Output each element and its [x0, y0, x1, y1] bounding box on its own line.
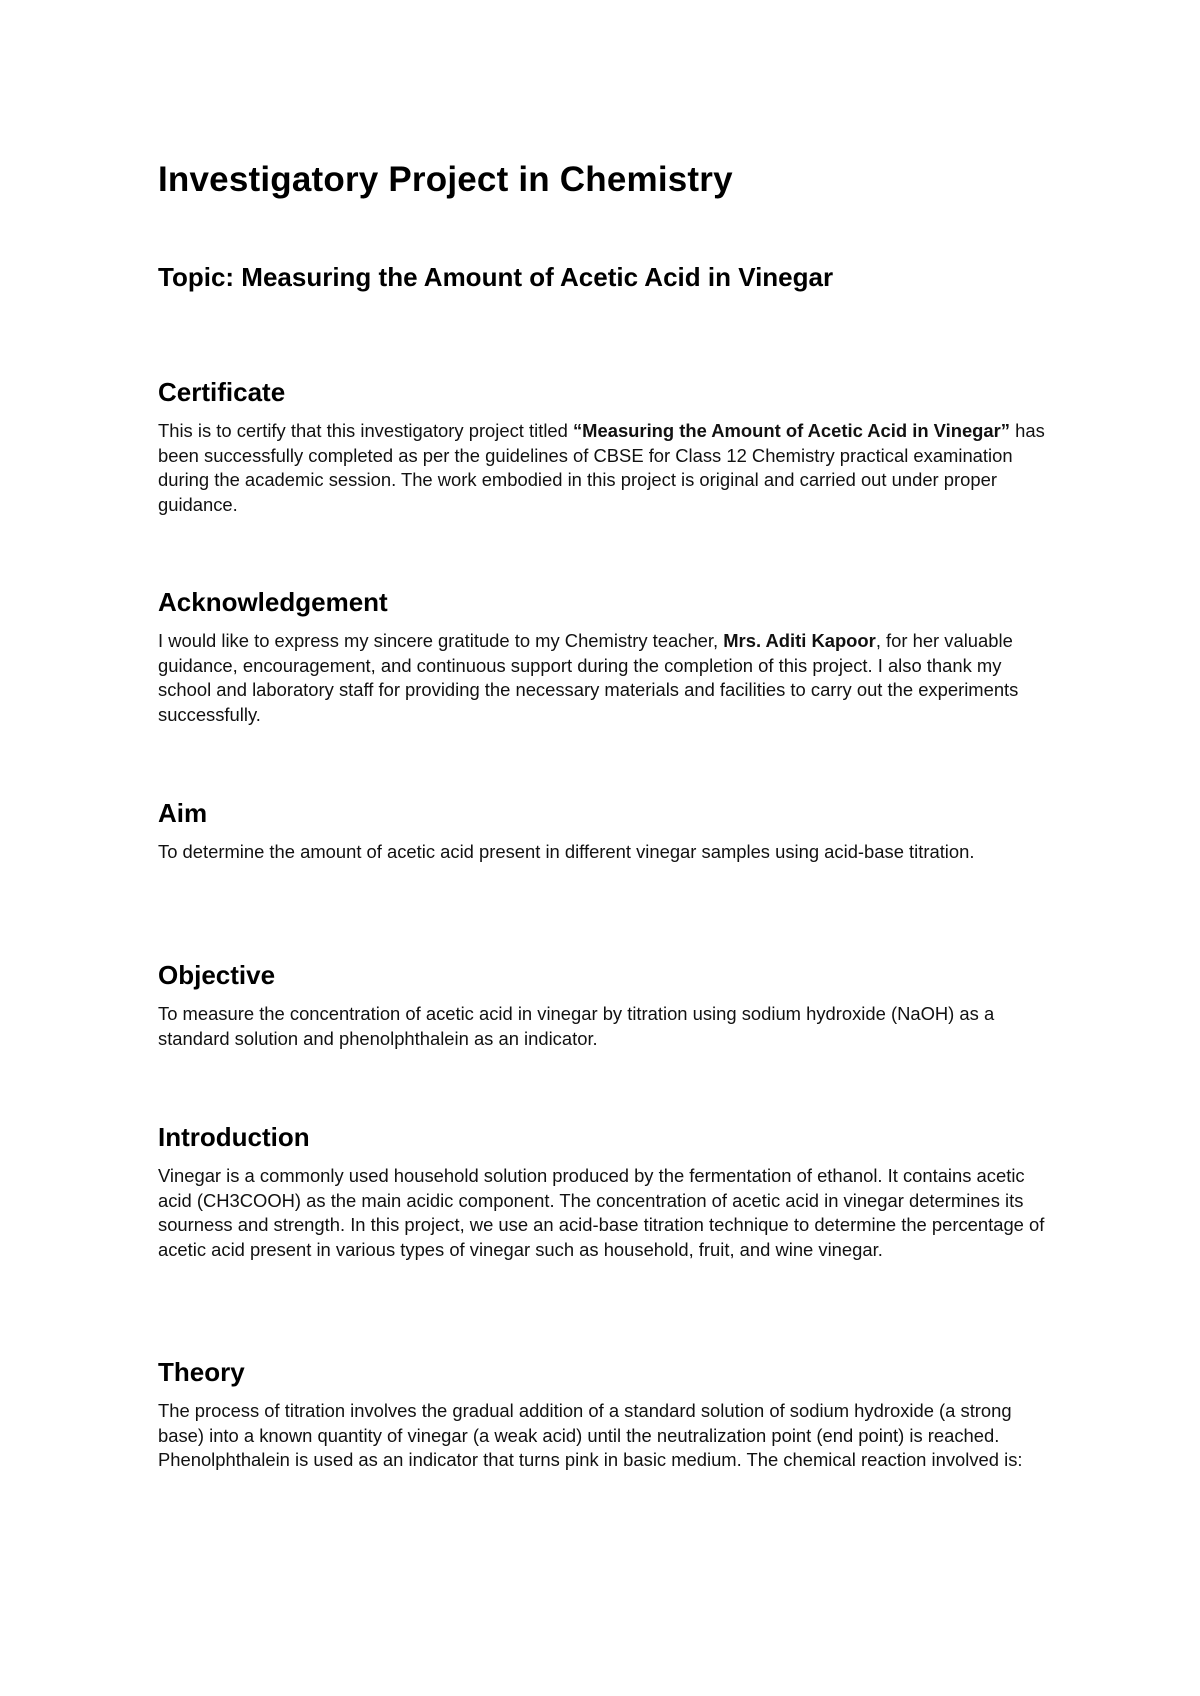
aim-section	[158, 797, 1058, 865]
document-topic: Topic: Measuring the Amount of Acetic Acid in Vinegar	[158, 262, 834, 292]
introduction-section	[158, 1121, 1058, 1262]
document-title: Investigatory Project in Chemistry	[158, 160, 733, 199]
theory-section	[158, 1356, 1058, 1473]
certificate-text	[158, 419, 1058, 517]
certificate-heading: Certificate	[158, 377, 286, 407]
certificate-text-start: This is to certify that this investigatory project titled	[158, 420, 573, 441]
aim-heading: Aim	[158, 798, 208, 828]
objective-heading: Objective	[158, 960, 276, 990]
objective-section	[158, 959, 1058, 1051]
theory-text: The process of titration involves the gradual addition of a standard solution of sodium hydroxide (a strong base) into a known quantity of vinegar (a weak acid) until the neutralization point (end point) is reached. Phenolphthalein is used as an indicator that turns pink in basic medium. The chemical reaction involved is:	[158, 1400, 1023, 1470]
acknowledgement-text	[158, 629, 1058, 727]
introduction-text: Vinegar is a commonly used household solution produced by the fermentation of ethanol. It contains acetic acid (CH3COOH) as the main acidic component. The concentration of acetic acid in vinegar determines its sourness and strength. In this project, we use an acid-base titration technique to determine the percentage of acetic acid present in various types of vinegar such as household, fruit, and wine vinegar.	[158, 1165, 1045, 1260]
theory-heading: Theory	[158, 1357, 245, 1387]
certificate-section	[158, 376, 1058, 517]
aim-text: To determine the amount of acetic acid present in different vinegar samples using acid-base titration.	[158, 841, 975, 862]
acknowledgement-section	[158, 586, 1058, 727]
acknowledgement-text-start: I would like to express my sincere gratitude to my Chemistry teacher,	[158, 630, 724, 651]
certificate-text-end: has been successfully completed as per the guidelines of CBSE for Class 12 Chemistry practical examination during the academic session. The work embodied in this project is original and carried out under proper guidance.	[158, 420, 1045, 515]
introduction-heading: Introduction	[158, 1122, 310, 1152]
objective-text: To measure the concentration of acetic acid in vinegar by titration using sodium hydroxide (NaOH) as a standard solution and phenolphthalein as an indicator.	[158, 1003, 995, 1049]
teacher-name: Mrs. Aditi Kapoor	[723, 630, 876, 651]
certificate-project-title: “Measuring the Amount of Acetic Acid in Vinegar”	[572, 420, 1010, 441]
acknowledgement-heading: Acknowledgement	[158, 587, 388, 617]
acknowledgement-text-end: , for her valuable guidance, encouragement, and continuous support during the completion of this project. I also thank my school and laboratory staff for providing the necessary materials and facilities to carry out the experiments successfully.	[158, 630, 1019, 725]
